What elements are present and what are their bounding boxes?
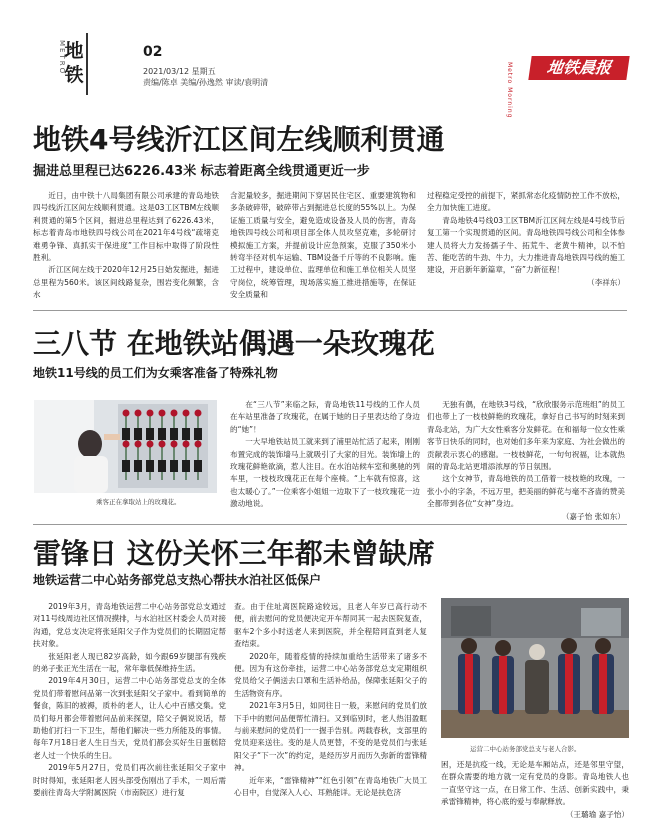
- section-en-label: METRO: [58, 40, 66, 76]
- rose-wall-photo: [34, 400, 217, 493]
- article1-subhead: 掘进总里程已达6226.43米 标志着距离全线贯通更近一步: [33, 164, 370, 179]
- article1-col1: [33, 190, 219, 303]
- paragraph: 无独有偶，在地铁3号线，“欣欣服务示范班组”的员工们也带上了一枝枝鲜艳的玫瑰花，拿好自己书写的时刻来到青岛北站，为广大女性乘客分发鲜花。在和福每一位女性乘客节日快乐的同时，也对她们多年来为家庭、为社会做出的贡献表示衷心的感谢。一枝枝鲜花，一句句祝福，让本就热闹的青岛北站更增添浓厚的节日氛围。: [427, 400, 625, 472]
- rose-wall-illustration: [34, 400, 217, 493]
- paragraph: 2019年4月30日，运营二中心站务部党总支的全体党员们带着慰问品第一次到张延阳父子家中。看到简单的餐食，陈旧的被褥，质朴的老人，让人心中百感交集。党员们每月都会带着慰问品前来探望，陪父子俩说说话，帮助他们打扫一下卫生，帮他们解决一些力所能及的事情。每年7月18日老人生日当天，党员们都会买好生日蛋糕陪老人过一个快乐的生日。: [33, 676, 226, 760]
- issue-date: 2021/03/12 星期五: [143, 67, 216, 76]
- article3-col2: [234, 601, 427, 801]
- paragraph: 在“三八节”来临之际，青岛地铁11号线的工作人员在车站里准备了玫瑰花，在属于她的日子里表达给了身边的“她”！: [230, 400, 420, 434]
- paragraph: 过程稳定受控的前提下，紧抓常态化疫情防控工作不放松，全力加快施工进度。: [427, 191, 625, 213]
- page-number: 02: [143, 44, 163, 60]
- paragraph: 近年来，“雷锋精神”“红色引领”在青岛地铁广大员工心目中，自觉深入人心、耳熟能详。无论是扶危济: [234, 775, 427, 798]
- paragraph: 2019年3月，青岛地铁运营二中心站务部党总支通过对11号线周边社区情况摸排，与水泊社区村委会人员对接沟通，党总支决定将张延阳父子作为党员们的长期固定帮扶对象。: [33, 602, 226, 649]
- group-photo: [441, 598, 629, 738]
- paragraph: 2019年5月27日，党员们再次前往张延阳父子家中时时得知，张延阳老人因头部受伤刚出了手术，一周后需要前往青岛大学附属医院（市南院区）进行复: [33, 763, 226, 798]
- paragraph: 这个女神节，青岛地铁的员工借着一枝枝艳的玫瑰，一张小小的字条，不远万里，把美丽的鲜花与毫不吝啬的赞美全都带到各位“女神”身边。: [427, 474, 625, 509]
- paragraph: 2021年3月5日，如同往日一般，来慰问的党员们放下手中的慰问品便帮忙清扫。又到临别时，老人热泪盈眶与前来慰问的党员们一一握手告别。两载春秋，支部里的党员迎来送往。变的是人员更替，不变的是党员们与张延阳父子“下一次”的约定，是经历岁月而历久弥新的雷锋精神。: [234, 701, 427, 773]
- article2-author: （嘉子怡 张如东）: [561, 511, 625, 521]
- article3-author: （王璐瑜 嘉子怡）: [565, 809, 629, 819]
- divider: [33, 310, 627, 311]
- newspaper-logo: 地铁晨报: [528, 56, 629, 80]
- logo-en: Metro Morning: [506, 62, 513, 119]
- article2-photo-caption: 乘客正在拿取站上的玫瑰花。: [96, 498, 181, 506]
- divider: [33, 524, 627, 525]
- credits: 责编/陈卓 美编/孙逸然 审读/袁明清: [143, 78, 269, 87]
- article3-headline: 雷锋日 这份关怀三年都未曾缺席: [33, 537, 435, 570]
- paragraph: 困，还是抗疫一线，无论是车厢站点，还是邻里守望，在群众需要的地方就一定有党员的身影。青岛地铁人也一直坚守这一点，在日常工作、生活、创新实践中，秉承雷锋精神，将心底的爱与奉献释放。: [441, 760, 629, 807]
- article2-headline: 三八节 在地铁站偶遇一朵玫瑰花: [33, 327, 435, 360]
- group-photo-illustration: [441, 598, 629, 738]
- paragraph: 一大早地铁站员工就来到了浦里站忙活了起来，刚刚布置完成的装饰墙马上就吸引了大家的目光。装饰墙上的玫瑰花鲜艳欲滴，惹人注目。在水泊站候车室和奥驰的列车里，一枝枝玫瑰花正在每个座椅。“上车就有惊喜，这也太暖心了。”一位乘客小姐姐一边取下了一枝玫瑰花一边激动地说。: [230, 437, 420, 509]
- paragraph: 查。由于住址离医院路途较远，且老人年岁已高行动不便，前去慰问的党员便决定开车帮同其一起去医院复查，驱车2个多小时送老人来到医院，并全程陪同直到老人复查结束。: [234, 602, 427, 649]
- article1-headline: 地铁4号线沂江区间左线顺利贯通: [33, 123, 445, 156]
- paragraph: 张延阳老人现已82岁高龄，如今跟69岁腿部有残疾的弟子张正光生活在一起，常年靠低保维持生活。: [33, 651, 226, 674]
- paragraph: 含泥量较多，掘进期间下穿居民住宅区、重要建筑物和多条破碎带，破碎带占到掘进总长度的55%以上。为保证施工质量与安全，避免造成设备及人员的伤害，青岛地铁四号线公司和项目部全体人员攻坚克难，多轮研讨模拟施工方案，并提前设计应急预案，克服了350米小转弯半径对机车运输、TBM设备千斤等的不良影响。施工过程中，建设单位、监理单位和施工单位相关人员坚守岗位，统筹管理，现场落实施工推进措施等，在保证安全质量和: [230, 191, 416, 300]
- dateline: [143, 66, 268, 88]
- section-char-1: 地: [64, 40, 84, 62]
- paragraph: 青岛地铁4号线03工区TBM沂江区间左线是4号线节后复工第一个实现贯通的区间。青岛地铁四号线公司和全体参建人员将大力发扬孺子牛、拓荒牛、老黄牛精神，以不怕苦、能吃苦的牛劲、牛力，大力推进青岛地铁四号线的施工建设，开启新年新篇章，“奋”力新征程！: [427, 215, 625, 275]
- article1-author: （李祥东）: [587, 277, 625, 287]
- article3-photo-caption: 运营二中心站务部党总支与老人合影。: [470, 745, 581, 753]
- section-char-2: 铁: [64, 64, 84, 86]
- paragraph: 沂江区间左线于2020年12月25日始发掘进，掘进总里程为560米。该区间线路复杂，围岩变化频繁，含水: [33, 265, 219, 300]
- paragraph: 近日，由中铁十八局集团有限公司承建的青岛地铁四号线沂江区间左线顺利贯通。这是03工区TBM左线顺利贯通的第5个区间，掘进总里程达到了6226.43米，标志着青岛市地铁四号线公司在2021年4号线“疏堵克难勇争锋、真抓实干保进度”工作目标中取得了阶段性胜利。: [33, 191, 219, 263]
- article2-subhead: 地铁11号线的员工们为女乘客准备了特殊礼物: [33, 366, 278, 380]
- article3-subhead: 地铁运营二中心站务部党总支热心帮扶水泊社区低保户: [33, 573, 322, 587]
- article3-col3: [441, 759, 629, 819]
- paragraph: 2020年，随着疫情的持续加重给生活带来了诸多不便。因为有这份牵挂，运营二中心站务部党总支定期组织党员给父子俩送去口罩和生活补给品，保障张延阳父子的生活物资有序。: [234, 651, 427, 698]
- article1-col3: [427, 190, 625, 303]
- article2-col3: [427, 399, 625, 519]
- article1-col2: [230, 190, 416, 303]
- article3-col1: [33, 601, 226, 801]
- article2-col2: [230, 399, 420, 519]
